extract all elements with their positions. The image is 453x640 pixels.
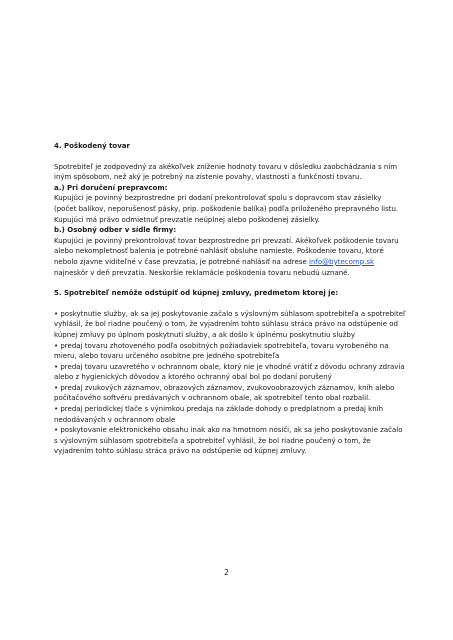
list-item: • poskytnutie služby, ak sa jej poskytovanie začalo s výslovným súhlasom spotrebiteľa a spotrebiteľ vyhlásil, že bol riadne poučený o tom, že vyjadrením tohto súhlasu stráca právo na odstúpenie od kúpnej zmluvy po úplnom poskytnutí služby, a ak došlo k úplnému poskytnutiu služby: [54, 309, 406, 341]
list-item: • predaj tovaru zhotoveného podľa osobitných požiadaviek spotrebiteľa, tovaru vyrobeného na mieru, alebo tovaru určeného osobitne pre jedného spotrebiteľa: [54, 341, 406, 362]
exceptions-list: [54, 309, 406, 457]
subsection-a-text: Kupujúci je povinný bezprostredne pri dodaní prekontrolovať spolu s dopravcom stav zásielky (počet balíkov, neporušenosť pásky, prip. poškodenie balíka) podľa priloženého prepravného listu. Kupujúci má právo odmietnuť prevzatie neúplnej alebo poškodenej zásielky.: [54, 194, 399, 224]
page-number: 2: [224, 568, 229, 577]
email-link[interactable]: info@bytecomp.sk: [309, 257, 375, 266]
list-item: • poskytovanie elektronického obsahu inak ako na hmotnom nosiči, ak sa jeho poskytovanie začalo s výslovným súhlasom spotrebiteľa a spotrebiteľ vyhlásil, že bol riadne poučený o tom, že vyjadrením tohto súhlasu stráca právo na odstúpenie od kúpnej zmluvy.: [54, 425, 406, 457]
subsection-b-text: [54, 236, 406, 278]
page-content: [54, 141, 406, 457]
subsection-a-title: a.) Pri doručení prepravcom:: [54, 183, 168, 192]
section-5-heading: 5. Spotrebiteľ nemôže odstúpiť od kúpnej zmluvy, predmetom ktorej je:: [54, 289, 339, 298]
subsection-b-title: b.) Osobný odber v sídle firmy:: [54, 226, 177, 235]
subsection-b-text-end: najneskôr v deň prevzatia. Neskoršie reklamácie poškodenia tovaru nebudú uznané.: [54, 268, 350, 277]
list-item: • predaj periodickej tlače s výnimkou predaja na základe dohody o predplatnom a predaj kníh nedodávaných v ochrannom obale: [54, 404, 406, 425]
list-item: • predaj tovaru uzavretého v ochrannom obale, ktorý nie je vhodné vrátiť z dôvodu ochrany zdravia alebo z hygienických dôvodov a ktorého ochranný obal bol po dodaní porušený: [54, 362, 406, 383]
section-4-intro: Spotrebiteľ je zodpovedný za akékoľvek zníženie hodnoty tovaru v dôsledku zaobchádzania s ním iným spôsobom, než aký je potrebný na zistenie povahy, vlastností a funkčnosti tovaru.: [54, 162, 398, 182]
subsection-b-text-start: Kupujúci je povinný prekontrolovať tovar bezprostredne pri prevzatí. Akékoľvek poškodenie tovaru alebo nekompletnosť balenia je potrebné nahlásiť obsluhe namieste. Poškodenie tovaru, ktoré nebolo zjavne viditeľné v čase prevzatia, je potrebné nahlásiť na adrese: [54, 236, 399, 266]
list-item: • predaj zvukových záznamov, obrazových záznamov, zvukovoobrazových záznamov, kníh alebo počítačového softvéru predávaných v ochrannom obale, ak spotrebiteľ tento obal rozbalil.: [54, 383, 406, 404]
section-4-heading: 4. Poškodený tovar: [54, 142, 130, 150]
